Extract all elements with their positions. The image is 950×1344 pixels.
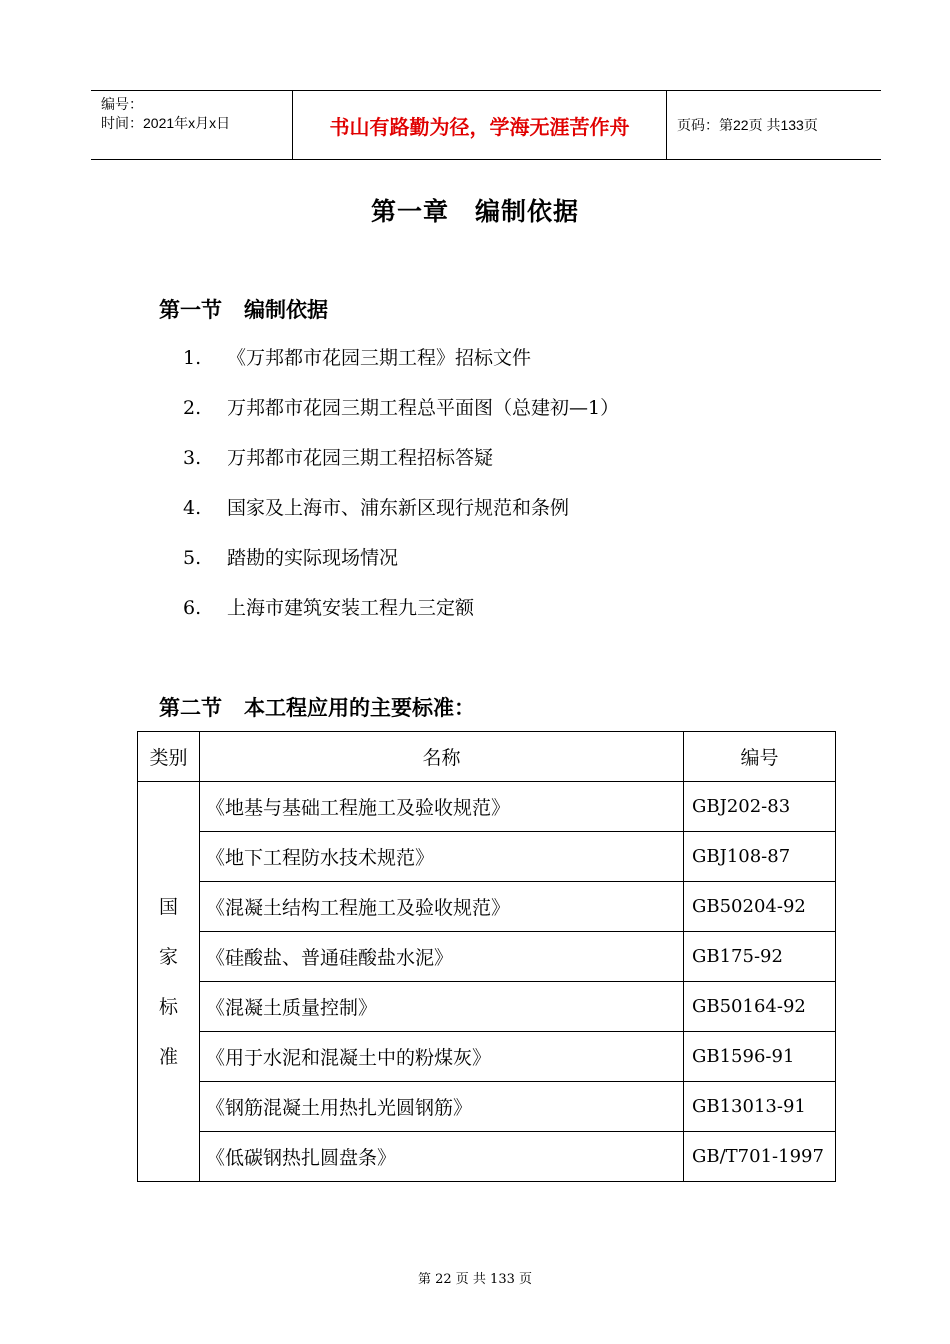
header-time: 时间：2021年x月x日 xyxy=(101,115,231,131)
section2-name: 本工程应用的主要标准： xyxy=(244,696,475,720)
list-item xyxy=(183,341,619,391)
list-item-number: 2. xyxy=(183,397,202,419)
standard-name: 《混凝土质量控制》 xyxy=(200,982,684,1032)
list-item-text: 万邦都市花园三期工程总平面图（总建初—1） xyxy=(227,397,620,419)
standard-code: GB/T701-1997 xyxy=(684,1132,836,1182)
standard-name: 《硅酸盐、普通硅酸盐水泥》 xyxy=(200,932,684,982)
category-char: 家 xyxy=(158,945,178,968)
standard-name: 《用于水泥和混凝土中的粉煤灰》 xyxy=(200,1032,684,1082)
standard-name: 《地基与基础工程施工及验收规范》 xyxy=(200,782,684,832)
list-item-text: 踏勘的实际现场情况 xyxy=(227,547,399,569)
section2-title xyxy=(159,692,475,722)
standards-table xyxy=(137,731,836,1182)
basis-list xyxy=(183,341,619,641)
list-item-text: 《万邦都市花园三期工程》招标文件 xyxy=(227,347,532,369)
header-motto: 书山有路勤为径，学海无涯苦作舟 xyxy=(293,91,667,159)
list-item-number: 6. xyxy=(183,597,202,619)
standard-code: GB50164-92 xyxy=(684,982,836,1032)
list-item xyxy=(183,491,619,541)
header-page-info: 页码：第22页 共133页 xyxy=(677,117,818,133)
standard-name: 《低碳钢热扎圆盘条》 xyxy=(200,1132,684,1182)
section2-number: 第二节 xyxy=(159,696,222,720)
standard-code: GB50204-92 xyxy=(684,882,836,932)
list-item xyxy=(183,591,619,641)
header-number: 编号： xyxy=(101,96,143,112)
standard-code: GB1596-91 xyxy=(684,1032,836,1082)
standard-code: GBJ108-87 xyxy=(684,832,836,882)
table-row xyxy=(138,932,836,982)
list-item xyxy=(183,541,619,591)
section1-number: 第一节 xyxy=(159,298,222,322)
list-item-text: 国家及上海市、浦东新区现行规范和条例 xyxy=(227,497,570,519)
table-row xyxy=(138,882,836,932)
list-item-number: 5. xyxy=(183,547,202,569)
table-row xyxy=(138,832,836,882)
header-meta xyxy=(91,91,293,159)
header-category: 类别 xyxy=(138,732,200,782)
list-item-number: 3. xyxy=(183,447,202,469)
standard-code: GB175-92 xyxy=(684,932,836,982)
category-national-standard xyxy=(138,782,200,1182)
list-item-number: 4. xyxy=(183,497,202,519)
standard-name: 《混凝土结构工程施工及验收规范》 xyxy=(200,882,684,932)
standard-name: 《地下工程防水技术规范》 xyxy=(200,832,684,882)
table-row xyxy=(138,782,836,832)
header-code: 编号 xyxy=(684,732,836,782)
chapter-title: 第一章 编制依据 xyxy=(370,197,579,226)
table-row xyxy=(138,1082,836,1132)
document-header xyxy=(91,90,881,160)
list-item xyxy=(183,391,619,441)
section1-title xyxy=(159,294,328,324)
standard-code: GBJ202-83 xyxy=(684,782,836,832)
table-row xyxy=(138,1032,836,1082)
list-item-text: 万邦都市花园三期工程招标答疑 xyxy=(227,447,494,469)
page-footer: 第 22 页 共 133 页 xyxy=(417,1272,533,1287)
list-item xyxy=(183,441,619,491)
list-item-text: 上海市建筑安装工程九三定额 xyxy=(227,597,475,619)
table-row xyxy=(138,982,836,1032)
standard-name: 《钢筋混凝土用热扎光圆钢筋》 xyxy=(200,1082,684,1132)
header-name: 名称 xyxy=(200,732,684,782)
table-header-row xyxy=(138,732,836,782)
table-row xyxy=(138,1132,836,1182)
list-item-number: 1. xyxy=(183,347,202,369)
category-char: 国 xyxy=(158,895,178,918)
category-char: 标 xyxy=(158,995,178,1018)
standard-code: GB13013-91 xyxy=(684,1082,836,1132)
category-char: 准 xyxy=(158,1045,178,1068)
section1-name: 编制依据 xyxy=(244,298,328,322)
